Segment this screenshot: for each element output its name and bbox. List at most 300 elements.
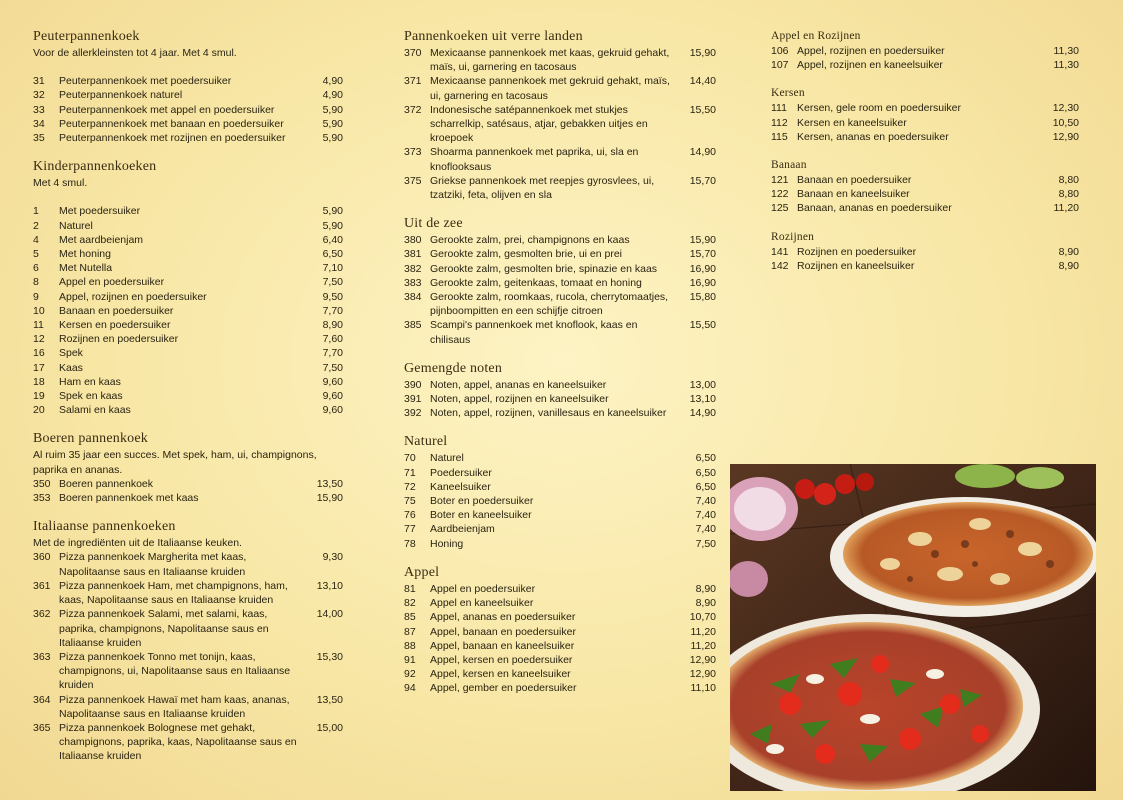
section-description: Voor de allerkleinsten tot 4 jaar. Met 4 smul. (33, 47, 237, 59)
menu-item (33, 219, 343, 233)
item-name: Salami en kaas (59, 404, 131, 417)
item-name: Met aardbeienjam (59, 233, 144, 246)
item-number: 361 (33, 579, 51, 592)
item-number: 364 (33, 693, 51, 706)
menu-item (404, 667, 716, 681)
item-price: 8,90 (322, 319, 343, 332)
menu-section (771, 28, 1079, 72)
item-price: 11,20 (1053, 202, 1079, 215)
menu-item-list (404, 378, 716, 421)
item-number: 373 (404, 146, 422, 159)
item-name: Banaan en poedersuiker (797, 174, 912, 187)
item-number: 112 (771, 116, 788, 129)
item-name: Gerookte zalm, roomkaas, rucola, cherrytomaatjes, pijnboompitten en een schijfje citroen (430, 291, 669, 318)
item-price: 7,40 (695, 523, 716, 536)
item-price: 7,70 (322, 304, 343, 317)
item-name: Pizza pannenkoek Ham, met champignons, ham, kaas, Napolitaanse saus en Italiaanse kruiden (59, 579, 288, 607)
item-price: 12,30 (1052, 102, 1079, 115)
section-title: Kinderpannenkoeken (33, 159, 157, 175)
item-price: 5,90 (322, 219, 343, 232)
section-title: Peuterpannenkoek (33, 29, 140, 44)
menu-section (771, 229, 1079, 273)
item-name: Boeren pannenkoek (59, 477, 153, 490)
item-number: 88 (404, 639, 416, 652)
item-number: 107 (771, 59, 789, 72)
menu-item (33, 304, 343, 318)
item-price: 9,30 (322, 551, 343, 564)
item-number: 20 (33, 404, 45, 417)
item-price: 12,90 (1052, 130, 1079, 143)
item-price: 13,10 (316, 579, 343, 592)
item-number: 381 (404, 248, 422, 261)
item-price: 7,70 (322, 347, 343, 360)
item-name: Appel en poedersuiker (430, 582, 536, 595)
menu-item (33, 74, 343, 88)
menu-item (404, 46, 716, 74)
item-number: 2 (33, 219, 39, 232)
item-number: 77 (404, 523, 416, 536)
menu-section (771, 85, 1079, 144)
item-price: 15,50 (689, 319, 716, 332)
item-name: Rozijnen en poedersuiker (59, 333, 179, 346)
item-name: Appel, rozijnen en poedersuiker (797, 45, 945, 57)
item-number: 371 (404, 75, 422, 88)
item-number: 370 (404, 47, 422, 59)
menu-item (404, 103, 716, 146)
item-number: 81 (404, 582, 416, 595)
menu-item (33, 233, 343, 247)
item-number: 31 (33, 75, 45, 88)
item-price: 15,00 (316, 721, 343, 734)
menu-item (404, 174, 716, 202)
item-price: 11,20 (690, 639, 716, 652)
item-price: 7,60 (322, 333, 343, 346)
item-number: 4 (33, 233, 39, 246)
item-price: 14,40 (689, 75, 716, 88)
menu-item (33, 389, 343, 403)
item-name: Kersen, gele room en poedersuiker (797, 102, 962, 115)
menu-item (33, 346, 343, 360)
item-price: 15,30 (316, 650, 343, 663)
item-price: 14,00 (316, 608, 343, 621)
item-name: Noten, appel, ananas en kaneelsuiker (430, 378, 607, 391)
item-number: 383 (404, 276, 422, 289)
item-name: Noten, appel, rozijnen en kaneelsuiker (430, 393, 609, 406)
menu-item-list (771, 44, 1079, 72)
item-number: 106 (771, 45, 789, 57)
item-number: 11 (33, 319, 44, 332)
item-price: 15,90 (689, 47, 716, 59)
item-name: Pizza pannenkoek Salami, met salami, kaas, paprika, champignons, Napolitaanse saus en Italiaanse kruiden (59, 608, 269, 649)
item-name: Appel, banaan en kaneelsuiker (430, 639, 575, 652)
menu-item (771, 58, 1079, 72)
menu-item (404, 406, 716, 420)
item-price: 4,90 (322, 75, 343, 88)
item-name: Scampi's pannenkoek met knoflook, kaas en chilisaus (430, 319, 638, 346)
menu-item (33, 361, 343, 375)
item-number: 8 (33, 276, 39, 289)
item-price: 12,90 (689, 653, 716, 666)
menu-item (404, 508, 716, 522)
item-price: 11,30 (1053, 45, 1079, 57)
section-description: Met 4 smul. (33, 177, 88, 190)
item-name: Gerookte zalm, prei, champignons en kaas (430, 234, 630, 247)
item-price: 15,90 (689, 234, 716, 247)
item-number: 375 (404, 174, 422, 187)
item-price: 15,50 (689, 103, 716, 116)
item-price: 12,90 (689, 668, 716, 681)
item-number: 353 (33, 492, 51, 505)
menu-item (771, 173, 1079, 187)
item-name: Boter en kaneelsuiker (430, 509, 532, 522)
item-number: 391 (404, 393, 422, 406)
menu-item (404, 480, 716, 494)
item-name: Met Nutella (59, 262, 113, 275)
item-price: 15,90 (316, 492, 343, 505)
item-price: 9,50 (322, 290, 343, 303)
menu-column-2 (404, 28, 716, 709)
menu-item (33, 607, 343, 650)
item-number: 91 (404, 653, 416, 666)
item-price: 14,90 (689, 407, 716, 420)
item-number: 87 (404, 625, 416, 638)
item-name: Appel, rozijnen en kaneelsuiker (797, 59, 943, 72)
item-name: Appel, gember en poedersuiker (430, 682, 577, 695)
menu-section (404, 28, 716, 202)
menu-item (33, 290, 343, 304)
item-number: 111 (771, 102, 787, 115)
item-name: Met honing (59, 248, 111, 261)
menu-section (404, 215, 716, 347)
item-price: 6,50 (695, 480, 716, 493)
item-price: 8,90 (695, 597, 716, 610)
item-name: Rozijnen en kaneelsuiker (797, 259, 915, 272)
item-number: 122 (771, 188, 789, 201)
menu-item (33, 88, 343, 102)
menu-item (33, 261, 343, 275)
item-name: Appel, banaan en poedersuiker (430, 625, 576, 638)
item-number: 372 (404, 103, 422, 116)
menu-section (33, 430, 343, 505)
menu-item (33, 375, 343, 389)
item-name: Gerookte zalm, gesmolten brie, ui en prei (430, 248, 623, 261)
menu-item (33, 204, 343, 218)
item-price: 5,90 (322, 117, 343, 130)
item-name: Met poedersuiker (59, 205, 141, 218)
item-price: 6,50 (695, 466, 716, 479)
item-number: 363 (33, 650, 51, 663)
menu-item (404, 625, 716, 639)
section-description: Al ruim 35 jaar een succes. Met spek, ham, ui, champignons, paprika en ananas. (33, 449, 317, 476)
item-name: Kaneelsuiker (430, 480, 491, 493)
item-name: Mexicaanse pannenkoek met kaas, gekruid gehakt, maïs, ui, garnering en tacosaus (430, 47, 670, 74)
item-name: Kersen en poedersuiker (59, 319, 171, 332)
item-number: 350 (33, 477, 51, 490)
menu-section (33, 518, 343, 763)
menu-item (404, 681, 716, 695)
item-price: 6,40 (322, 233, 343, 246)
item-price: 13,50 (316, 477, 343, 490)
menu-item (404, 639, 716, 653)
item-name: Pizza pannenkoek Tonno met tonijn, kaas, champignons, ui, Napolitaanse saus en Italiaanse kruiden (59, 650, 291, 692)
menu-item-list (771, 245, 1079, 273)
item-price: 5,90 (322, 103, 343, 116)
menu-item (404, 318, 716, 346)
item-name: Banaan en poedersuiker (59, 304, 174, 317)
item-price: 10,70 (689, 611, 716, 624)
item-name: Kersen, ananas en poedersuiker (797, 130, 949, 143)
item-name: Naturel (430, 452, 464, 465)
section-title: Banaan (771, 159, 807, 172)
item-number: 121 (771, 174, 789, 187)
item-name: Mexicaanse pannenkoek met gekruid gehakt, maïs, ui, garnering en tacosaus (430, 75, 670, 102)
item-price: 6,50 (695, 452, 716, 465)
item-price: 7,40 (695, 509, 716, 522)
item-name: Appel, kersen en kaneelsuiker (430, 668, 571, 681)
menu-section (33, 158, 343, 417)
menu-section (771, 157, 1079, 216)
item-name: Appel, kersen en poedersuiker (430, 653, 573, 666)
item-name: Peuterpannenkoek naturel (59, 89, 183, 102)
menu-item (33, 579, 343, 607)
menu-item (404, 610, 716, 624)
item-number: 125 (771, 202, 789, 215)
item-name: Appel, rozijnen en poedersuiker (59, 290, 207, 303)
menu-item (404, 494, 716, 508)
item-price: 13,10 (689, 393, 716, 406)
menu-item (33, 693, 343, 721)
item-name: Kersen en kaneelsuiker (797, 116, 907, 129)
menu-item-list (33, 477, 343, 505)
menu-item (404, 522, 716, 536)
item-name: Griekse pannenkoek met reepjes gyrosvlees, ui, tzatziki, feta, olijven en sla (430, 174, 655, 202)
item-name: Banaan en kaneelsuiker (797, 188, 910, 201)
item-number: 78 (404, 537, 416, 550)
item-price: 8,80 (1058, 174, 1079, 187)
item-name: Pizza pannenkoek Bolognese met gehakt, champignons, paprika, kaas, Napolitaanse saus en Italiaanse kruiden (59, 721, 297, 763)
item-name: Honing (430, 537, 464, 550)
item-number: 390 (404, 378, 422, 391)
menu-item-list (771, 101, 1079, 144)
item-name: Boeren pannenkoek met kaas (59, 492, 199, 505)
item-number: 71 (404, 466, 416, 479)
menu-item-list (33, 550, 343, 763)
menu-column-1 (33, 28, 343, 777)
item-price: 8,90 (695, 582, 716, 595)
menu-item (771, 130, 1079, 144)
item-price: 5,90 (322, 205, 343, 218)
item-name: Kaas (59, 361, 83, 374)
item-name: Gerookte zalm, geitenkaas, tomaat en honing (430, 276, 642, 289)
item-number: 82 (404, 597, 416, 610)
section-title: Appel en Rozijnen (771, 30, 861, 42)
section-title: Kersen (771, 87, 805, 100)
menu-item (404, 145, 716, 173)
item-name: Rozijnen en poedersuiker (797, 245, 917, 258)
item-price: 9,60 (322, 404, 343, 417)
item-name: Peuterpannenkoek met banaan en poedersuiker (59, 117, 284, 130)
item-name: Aardbeienjam (430, 523, 495, 536)
menu-item (404, 596, 716, 610)
item-price: 10,50 (1052, 116, 1079, 129)
item-number: 1 (33, 205, 39, 218)
item-price: 15,80 (689, 291, 716, 304)
item-name: Banaan, ananas en poedersuiker (797, 202, 952, 215)
menu-item (33, 477, 343, 491)
menu-item (33, 318, 343, 332)
item-name: Noten, appel, rozijnen, vanillesaus en kaneelsuiker (430, 407, 667, 420)
section-spacer (33, 190, 343, 204)
item-number: 76 (404, 509, 416, 522)
item-price: 6,50 (322, 248, 343, 261)
section-title: Pannenkoeken uit verre landen (404, 29, 583, 44)
item-number: 360 (33, 551, 51, 564)
menu-item (33, 721, 343, 764)
item-name: Pizza pannenkoek Hawaï met ham kaas, ananas, Napolitaanse saus en Italiaanse kruiden (59, 693, 290, 720)
item-name: Spek en kaas (59, 390, 123, 403)
item-number: 94 (404, 682, 416, 695)
item-number: 6 (33, 262, 39, 275)
menu-item-list (404, 582, 716, 696)
item-number: 19 (33, 390, 45, 403)
item-price: 9,60 (322, 390, 343, 403)
section-title: Boeren pannenkoek (33, 431, 148, 447)
section-spacer (33, 60, 343, 74)
menu-item (404, 262, 716, 276)
menu-item (404, 537, 716, 551)
item-number: 18 (33, 375, 45, 388)
menu-item (404, 378, 716, 392)
item-price: 5,90 (322, 132, 343, 145)
menu-item (771, 201, 1079, 215)
item-number: 9 (33, 290, 39, 303)
section-title: Naturel (404, 434, 448, 450)
item-number: 382 (404, 262, 422, 275)
item-number: 72 (404, 480, 416, 493)
section-title: Rozijnen (771, 230, 815, 243)
section-title: Gemengde noten (404, 360, 503, 376)
menu-item (33, 247, 343, 261)
menu-item (404, 290, 716, 318)
menu-item (404, 233, 716, 247)
section-title: Uit de zee (404, 216, 463, 232)
item-number: 85 (404, 611, 416, 624)
item-name: Spek (59, 347, 83, 360)
item-price: 11,10 (690, 682, 716, 695)
menu-item-list (404, 451, 716, 550)
section-title: Appel (404, 564, 440, 580)
item-number: 92 (404, 668, 416, 681)
item-number: 12 (33, 333, 45, 346)
menu-item (771, 44, 1079, 58)
item-number: 70 (404, 452, 416, 465)
item-number: 35 (33, 132, 45, 145)
item-number: 16 (33, 347, 45, 360)
item-name: Boter en poedersuiker (430, 495, 534, 508)
item-price: 13,50 (316, 693, 343, 706)
item-number: 385 (404, 319, 422, 332)
item-price: 4,90 (322, 89, 343, 102)
item-number: 17 (33, 361, 45, 374)
item-price: 15,70 (689, 174, 716, 187)
menu-section (33, 28, 343, 145)
item-name: Appel, ananas en poedersuiker (430, 611, 576, 624)
menu-item (404, 451, 716, 465)
item-price: 15,70 (689, 248, 716, 261)
item-price: 8,90 (1058, 245, 1079, 258)
item-price: 7,40 (695, 495, 716, 508)
section-description: Met de ingrediënten uit de Italiaanse keuken. (33, 537, 242, 550)
item-name: Peuterpannenkoek met poedersuiker (59, 75, 232, 88)
menu-item (33, 131, 343, 145)
menu-section (404, 360, 716, 421)
menu-section (404, 564, 716, 696)
item-number: 362 (33, 608, 51, 621)
menu-item (404, 582, 716, 596)
item-number: 34 (33, 117, 45, 130)
item-price: 11,30 (1053, 59, 1079, 72)
menu-item-list (33, 74, 343, 145)
menu-item (771, 245, 1079, 259)
menu-item (404, 276, 716, 290)
item-price: 8,80 (1058, 188, 1079, 201)
item-name: Poedersuiker (430, 466, 492, 479)
item-name: Shoarma pannenkoek met paprika, ui, sla en knoflooksaus (430, 146, 639, 173)
menu-item (404, 653, 716, 667)
item-name: Appel en kaneelsuiker (430, 597, 534, 610)
menu-item-list (404, 233, 716, 347)
item-name: Gerookte zalm, gesmolten brie, spinazie en kaas (430, 262, 658, 275)
menu-item (404, 466, 716, 480)
item-price: 14,90 (689, 146, 716, 159)
pizza-pancakes-photo (730, 464, 1096, 791)
item-name: Naturel (59, 219, 93, 232)
item-number: 33 (33, 103, 45, 116)
item-name: Peuterpannenkoek met rozijnen en poedersuiker (59, 132, 286, 145)
item-number: 380 (404, 234, 422, 247)
item-number: 75 (404, 495, 416, 508)
item-name: Ham en kaas (59, 375, 121, 388)
menu-item-list (33, 204, 343, 417)
item-number: 10 (33, 304, 45, 317)
item-name: Indonesische satépannenkoek met stukjes scharrelkip, satésaus, atjar, gebakken uitjes en kroepoek (430, 103, 648, 145)
item-price: 7,50 (322, 361, 343, 374)
item-price: 8,90 (1058, 259, 1079, 272)
menu-item (404, 74, 716, 102)
item-number: 392 (404, 407, 422, 420)
menu-item (33, 332, 343, 346)
item-price: 9,60 (322, 375, 343, 388)
menu-item (33, 117, 343, 131)
menu-item (771, 116, 1079, 130)
item-price: 13,00 (689, 378, 716, 391)
menu-item (771, 259, 1079, 273)
menu-item (33, 491, 343, 505)
item-price: 7,50 (695, 537, 716, 550)
item-price: 16,90 (689, 276, 716, 289)
item-name: Appel en poedersuiker (59, 276, 165, 289)
item-number: 5 (33, 248, 39, 261)
menu-item (404, 392, 716, 406)
item-number: 32 (33, 89, 45, 102)
item-number: 384 (404, 291, 422, 304)
menu-item (33, 275, 343, 289)
menu-item (33, 550, 343, 578)
item-name: Pizza pannenkoek Margherita met kaas, Napolitaanse saus en Italiaanse kruiden (59, 551, 247, 578)
menu-item (33, 650, 343, 693)
menu-item (33, 103, 343, 117)
item-number: 365 (33, 721, 51, 734)
